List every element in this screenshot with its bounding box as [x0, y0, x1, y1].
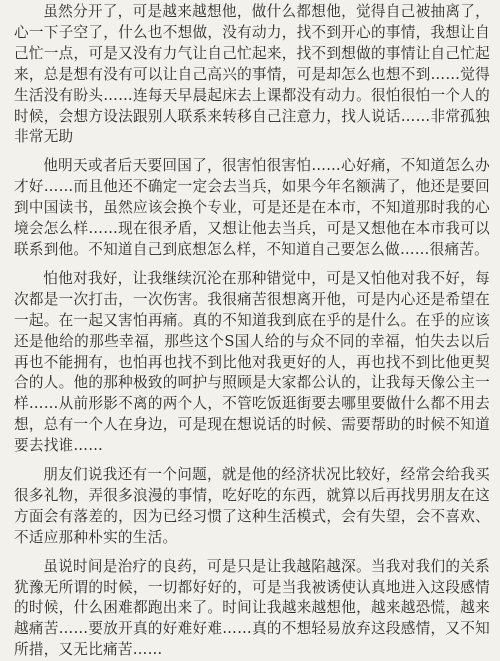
paragraph-5: 虽说时间是治疗的良药，可是只是让我越陷越深。当我对我们的关系犹豫无所谓的时候，一切都好好的，可是当我被诱使认真地进入这段感情的时候，什么困难都跑出来了。时间让我越来越想他，越来越恐慌，越来越痛苦……要放开真的好难好难……真的不想轻易放弃这段感情，又不知所措，又无比痛苦……	[14, 557, 490, 659]
paragraph-3: 怕他对我好，让我继续沉沦在那种错觉中，可是又怕他对我不好，每次都是一次打击，一次伤害。我很痛苦很想离开他，可是内心还是希望在一起。在一起又害怕再痛。真的不知道我到底在乎的是什么。在乎的应该还是他给的那些幸福，那些这个S国人给的与众不同的幸福，怕失去以后再也不能拥有，也怕再也找不到比他对我更好的人，再也找不到比他更契合的人。他的那种极致的呵护与照顾是大家都公认的，让我每天像公主一样……从前形影不离的两个人，不管吃饭逛街要去哪里要做什么都不用去想，总有一个人在身边，可是现在想说话的时候、需要帮助的时候不知道要去找谁……	[14, 269, 490, 455]
paragraph-1: 虽然分开了，可是越来越想他，做什么都想他，觉得自己被抽离了，心一下子空了，什么也不想做，没有动力，找不到开心的事情，我想让自己忙一点，可是又没有力气让自己忙起来，找不到想做的事情让自己忙起来，总是想有没有可以让自己高兴的事情，可是却怎么也想不到……觉得生活没有盼头……连每天早晨起床去上课都没有动力。很怕很怕一个人的时候，会想方设法跟别人联系来转移自己注意力，找人说话……非常孤独非常无助	[14, 3, 490, 146]
paragraph-4: 朋友们说我还有一个问题，就是他的经济状况比较好，经常会给我买很多礼物，弄很多浪漫的事情，吃好吃的东西，就算以后再找男朋友在这方面会有落差的，因为已经习惯了这种生活模式，会有失望，会不喜欢、不适应那种朴实的生活。	[14, 466, 490, 546]
paragraph-2: 他明天或者后天要回国了，很害怕很害怕……心好痛，不知道怎么办才好……而且他还不确定一定会去当兵，如果今年名额满了，他还是要回到中国读书，虽然应该会换个专业，可是还是在本市，不知道那时我的心境会怎么样……现在很矛盾，又想让他去当兵，可是又想他在本市我可以联系到他。不知道自己到底想怎么样，不知道自己要怎么做……很痛苦。	[14, 157, 490, 258]
